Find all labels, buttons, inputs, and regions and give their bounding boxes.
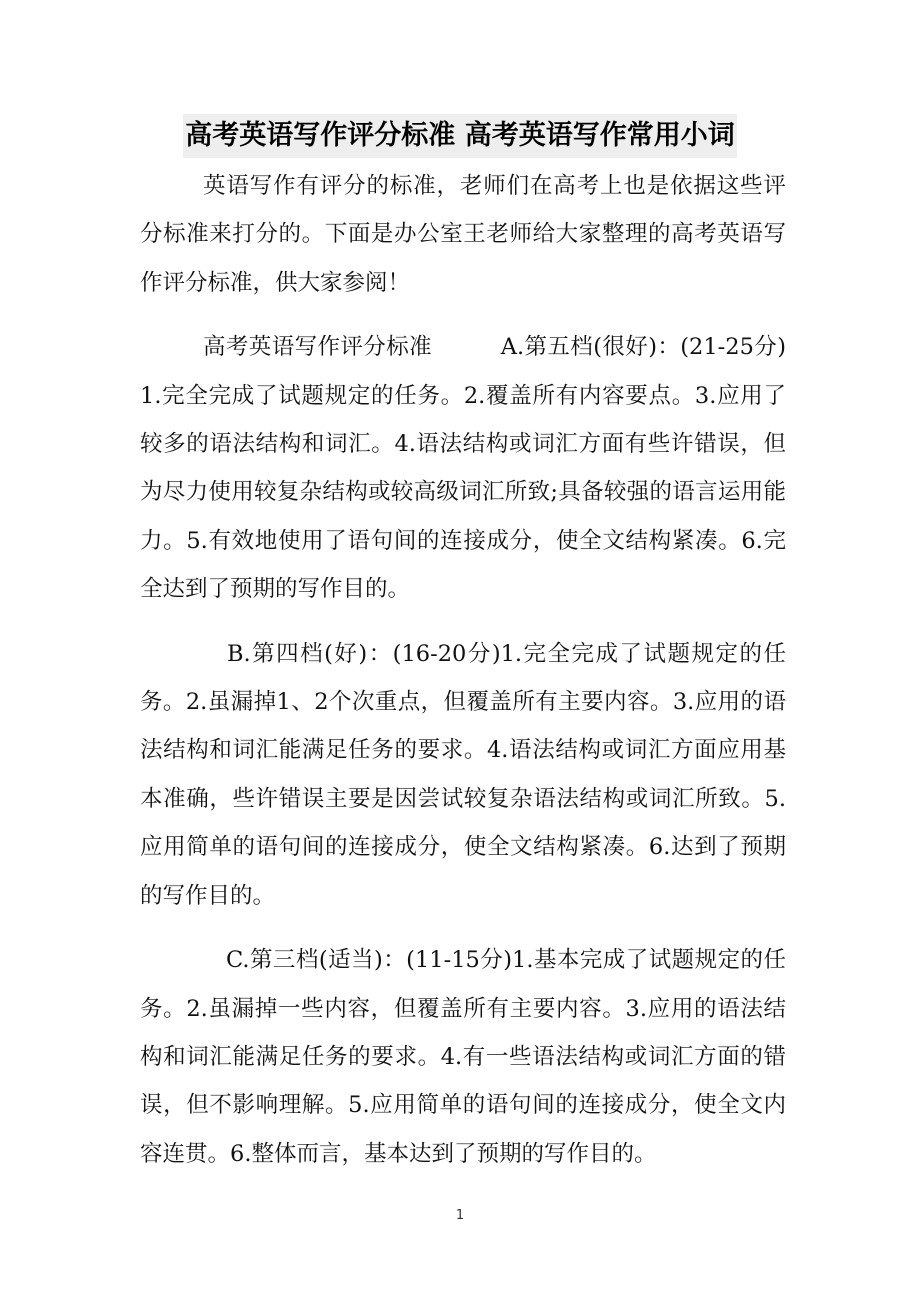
- document-title: 高考英语写作评分标准 高考英语写作常用小词: [183, 114, 736, 158]
- document-body: [140, 162, 786, 1178]
- paragraph-grade-c: C.第三档(适当)：(11-15分)1.基本完成了试题规定的任务。2.虽漏掉一些内容，但覆盖所有主要内容。3.应用的语法结构和词汇能满足任务的要求。4.有一些语法结构或词汇方面的错误，但不影响理解。5.应用简单的语句间的连接成分，使全文内容连贯。6.整体而言，基本达到了预期的写作目的。: [140, 947, 786, 1167]
- paragraph-grade-a: 高考英语写作评分标准 A.第五档(很好)：(21-25分)1.完全完成了试题规定的任务。2.覆盖所有内容要点。3.应用了较多的语法结构和词汇。4.语法结构或词汇方面有些许错误，但为尽力使用较复杂结构或较高级词汇所致;具备较强的语言运用能力。5.有效地使用了语句间的连接成分，使全文结构紧凑。6.完全达到了预期的写作目的。: [140, 334, 786, 603]
- title-container: [0, 114, 920, 158]
- page-number: 1: [455, 1208, 465, 1223]
- paragraph-intro: 英语写作有评分的标准，老师们在高考上也是依据这些评分标准来打分的。下面是办公室王老师给大家整理的高考英语写作评分标准，供大家参阅！: [140, 173, 786, 296]
- paragraph-grade-b: B.第四档(好)：(16-20分)1.完全完成了试题规定的任务。2.虽漏掉1、2个次重点，但覆盖所有主要内容。3.应用的语法结构和词汇能满足任务的要求。4.语法结构或词汇方面应用基本准确，些许错误主要是因尝试较复杂语法结构或词汇所致。5.应用简单的语句间的连接成分，使全文结构紧凑。6.达到了预期的写作目的。: [140, 640, 786, 909]
